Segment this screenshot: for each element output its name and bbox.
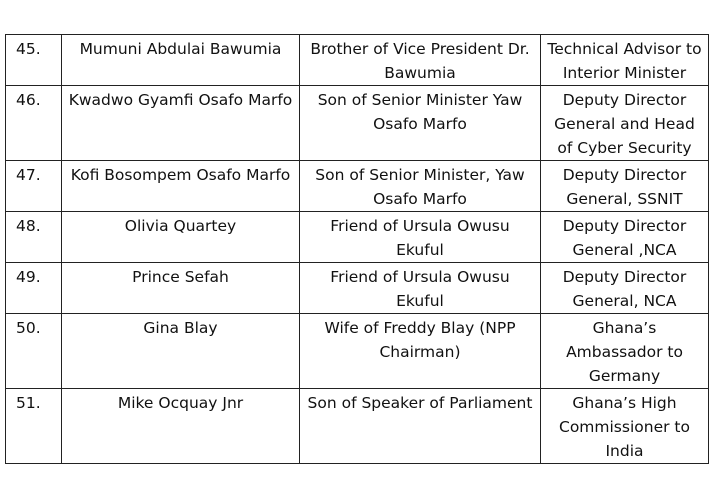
name-cell: Prince Sefah — [62, 263, 300, 314]
position-cell: Deputy Director General, NCA — [541, 263, 709, 314]
table-row — [6, 314, 709, 389]
row-number-cell: 45. — [6, 35, 62, 86]
name-cell: Kwadwo Gyamfi Osafo Marfo — [62, 86, 300, 161]
relation-cell: Son of Senior Minister Yaw Osafo Marfo — [300, 86, 541, 161]
row-number-cell: 46. — [6, 86, 62, 161]
position-cell: Deputy Director General ,NCA — [541, 212, 709, 263]
row-number-cell: 47. — [6, 161, 62, 212]
table-row — [6, 389, 709, 464]
name-cell: Olivia Quartey — [62, 212, 300, 263]
position-cell: Technical Advisor to Interior Minister — [541, 35, 709, 86]
table-row — [6, 212, 709, 263]
table-row — [6, 161, 709, 212]
position-cell: Deputy Director General, SSNIT — [541, 161, 709, 212]
appointments-table — [5, 34, 709, 464]
row-number-cell: 50. — [6, 314, 62, 389]
relation-cell: Friend of Ursula Owusu Ekuful — [300, 263, 541, 314]
row-number-cell: 48. — [6, 212, 62, 263]
relation-cell: Wife of Freddy Blay (NPP Chairman) — [300, 314, 541, 389]
name-cell: Gina Blay — [62, 314, 300, 389]
relation-cell: Son of Speaker of Parliament — [300, 389, 541, 464]
table-row — [6, 86, 709, 161]
name-cell: Mike Ocquay Jnr — [62, 389, 300, 464]
row-number-cell: 49. — [6, 263, 62, 314]
name-cell: Mumuni Abdulai Bawumia — [62, 35, 300, 86]
position-cell: Deputy Director General and Head of Cyber Security — [541, 86, 709, 161]
position-cell: Ghana’s Ambassador to Germany — [541, 314, 709, 389]
relation-cell: Son of Senior Minister, Yaw Osafo Marfo — [300, 161, 541, 212]
position-cell: Ghana’s High Commissioner to India — [541, 389, 709, 464]
row-number-cell: 51. — [6, 389, 62, 464]
table-row — [6, 263, 709, 314]
relation-cell: Brother of Vice President Dr. Bawumia — [300, 35, 541, 86]
name-cell: Kofi Bosompem Osafo Marfo — [62, 161, 300, 212]
relation-cell: Friend of Ursula Owusu Ekuful — [300, 212, 541, 263]
table-row — [6, 35, 709, 86]
